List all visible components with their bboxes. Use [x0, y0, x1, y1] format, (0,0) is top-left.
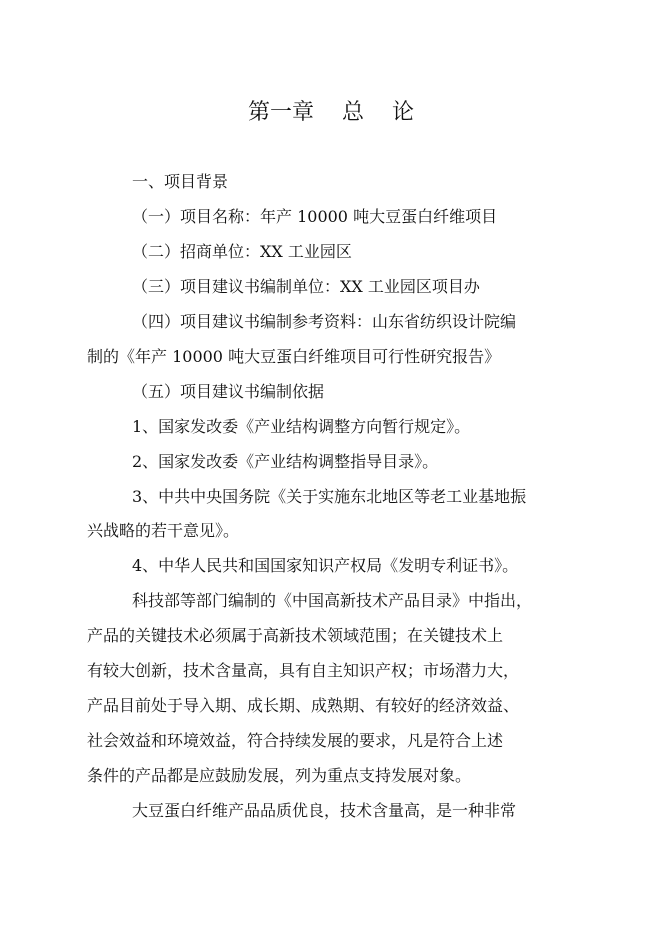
paragraph-1-line-1: 科技部等部门编制的《中国高新技术产品目录》中指出，	[132, 591, 533, 610]
basis-item-1: 1、国家发改委《产业结构调整方向暂行规定》。	[132, 417, 471, 436]
item-basis: （五）项目建议书编制依据	[132, 382, 325, 401]
paragraph-1-line-6: 条件的产品都是应鼓励发展，列为重点支持发展对象。	[87, 766, 472, 785]
paragraph-1-line-3: 有较大创新，技术含量高，具有自主知识产权；市场潜力大，	[87, 661, 520, 680]
paragraph-1-line-4: 产品目前处于导入期、成长期、成熟期、有较好的经济效益、	[87, 696, 520, 715]
basis-item-3-line-2: 兴战略的若干意见》。	[87, 521, 240, 540]
item-reference-line-2: 制的《年产 10000 吨大豆蛋白纤维项目可行性研究报告》	[87, 347, 501, 366]
paragraph-2-line-1: 大豆蛋白纤维产品品质优良，技术含量高，是一种非常	[132, 801, 517, 820]
basis-item-2: 2、国家发改委《产业结构调整指导目录》。	[132, 452, 439, 471]
basis-item-4: 4、中华人民共和国国家知识产权局《发明专利证书》。	[132, 556, 519, 575]
paragraph-1-line-5: 社会效益和环境效益，符合持续发展的要求，凡是符合上述	[87, 731, 504, 750]
paragraph-1-line-2: 产品的关键技术必须属于高新技术领域范围；在关键技术上	[87, 626, 504, 645]
item-investment-unit: （二）招商单位：XX 工业园区	[132, 242, 352, 261]
item-compiler: （三）项目建议书编制单位：XX 工业园区项目办	[132, 277, 480, 296]
item-reference-line-1: （四）项目建议书编制参考资料：山东省纺织设计院编	[132, 312, 517, 331]
item-project-name: （一）项目名称：年产 10000 吨大豆蛋白纤维项目	[132, 207, 498, 226]
section-heading: 一、项目背景	[132, 172, 229, 191]
chapter-title: 第一章 总 论	[248, 100, 414, 125]
basis-item-3-line-1: 3、中共中央国务院《关于实施东北地区等老工业基地振	[132, 487, 527, 506]
